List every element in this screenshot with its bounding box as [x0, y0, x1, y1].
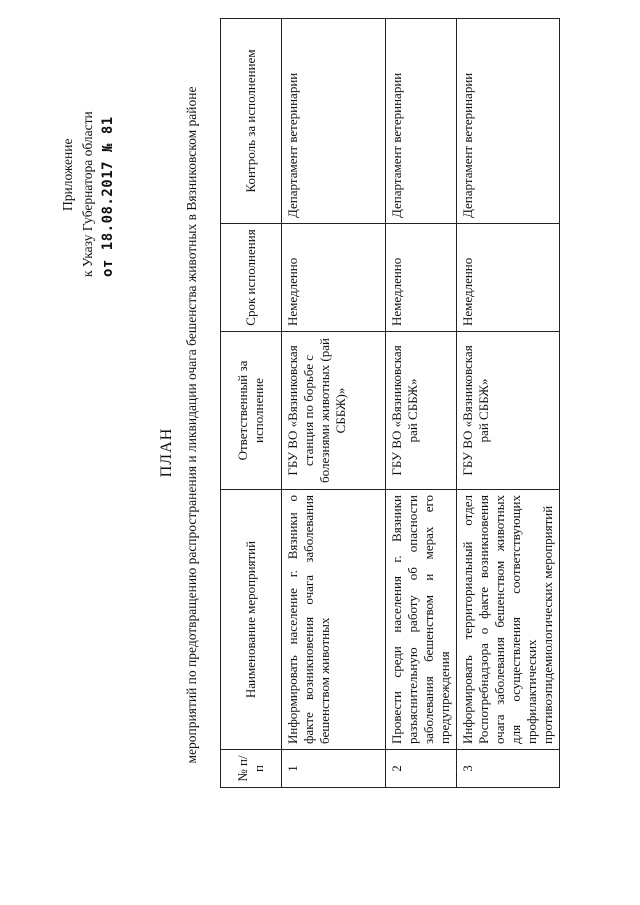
row-action: Информировать население г. Вязники о факте возникновения очага заболевания бешенством животных: [282, 490, 386, 750]
appendix-title: Приложение: [60, 138, 75, 211]
row-term: Немедленно: [282, 224, 386, 332]
table-header-row: [221, 19, 282, 788]
plan-title: ПЛАН: [158, 427, 175, 478]
table-row: [457, 19, 560, 788]
row-num: 2: [386, 750, 457, 788]
header-name: Наименование мероприятий: [221, 490, 282, 750]
row-control: Департамент ветеринарии: [386, 19, 457, 224]
appendix-decree-line: к Указу Губернатора области: [80, 111, 95, 277]
table-row: [282, 19, 386, 788]
plan-subtitle: мероприятий по предотвращению распространения и ликвидации очага бешенства животных в Вязниковском районе: [184, 86, 199, 764]
row-term: Немедленно: [457, 224, 560, 332]
plan-table: [220, 18, 560, 788]
row-responsible: ГБУ ВО «Вязниковская рай СББЖ»: [457, 332, 560, 490]
row-action: Информировать территориальный отдел Роспотребнадзора о факте возникновения очага заболевания бешенством животных для осуществления соответствующих профилактических противоэпидемиологических мероприятий: [457, 490, 560, 750]
row-responsible: ГБУ ВО «Вязниковская рай СББЖ»: [386, 332, 457, 490]
header-num: № п/п: [221, 750, 282, 788]
header-responsible: Ответственный за исполнение: [221, 332, 282, 490]
row-control: Департамент ветеринарии: [282, 19, 386, 224]
row-action: Провести среди населения г. Вязники разъяснительную работу об опасности заболевания бешенством и мерах его предупреждения: [386, 490, 457, 750]
appendix-block: [58, 77, 118, 277]
header-control: Контроль за исполнением: [221, 19, 282, 224]
row-num: 1: [282, 750, 386, 788]
row-num: 3: [457, 750, 560, 788]
appendix-date-stamp: от 18.08.2017 № 81: [100, 116, 116, 277]
table-row: [386, 19, 457, 788]
row-responsible: ГБУ ВО «Вязниковская станция по борьбе с болезнями животных (рай СББЖ)»: [282, 332, 386, 490]
row-control: Департамент ветеринарии: [457, 19, 560, 224]
row-term: Немедленно: [386, 224, 457, 332]
header-term: Срок исполнения: [221, 224, 282, 332]
